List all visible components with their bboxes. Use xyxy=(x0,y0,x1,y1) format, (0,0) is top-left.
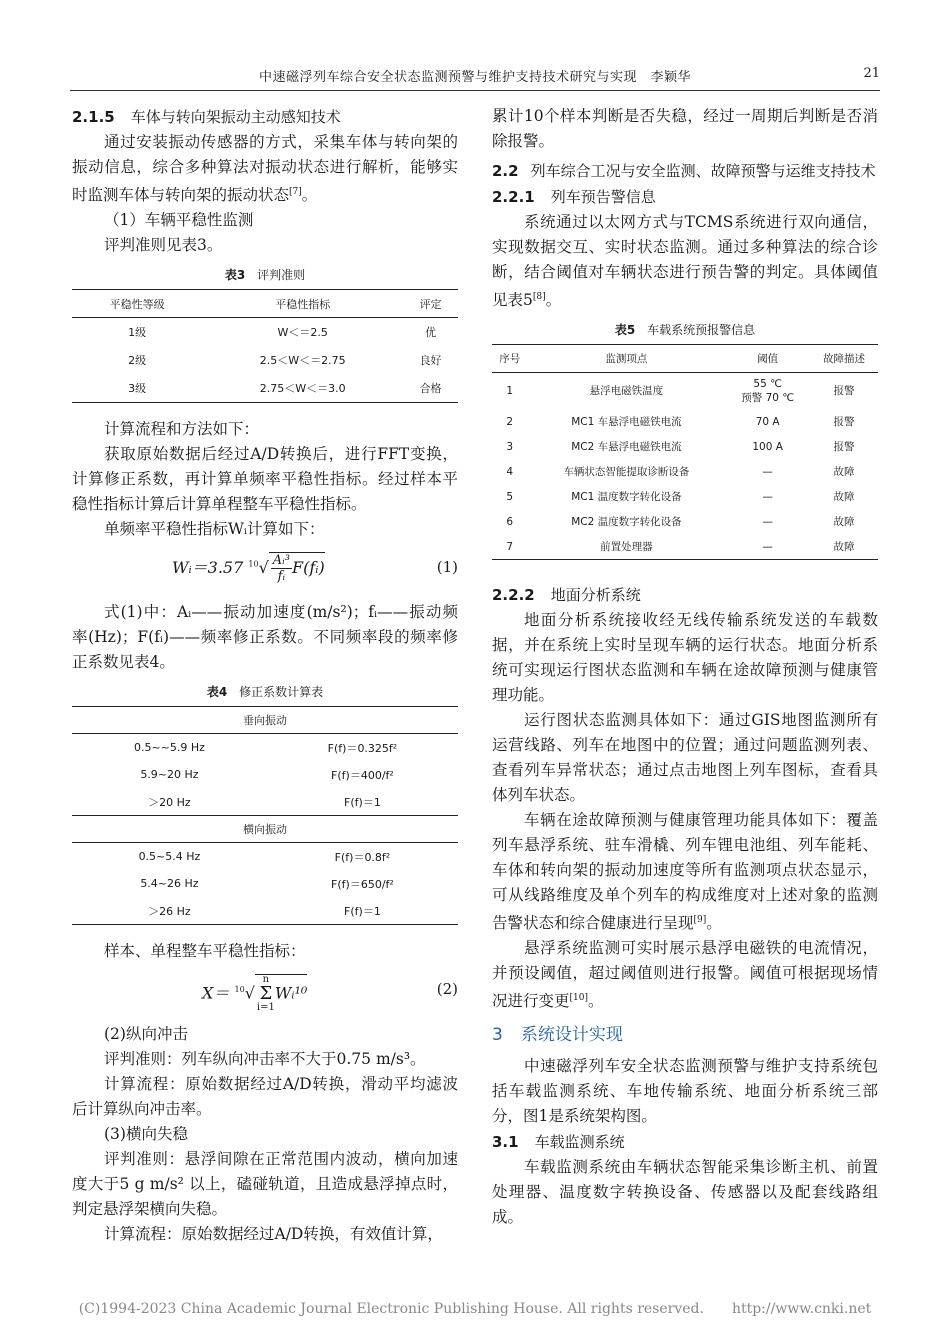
right-column xyxy=(492,104,878,1230)
table-5 xyxy=(492,344,878,560)
citation: [9] xyxy=(693,915,707,926)
paragraph: 运行图状态监测具体如下：通过GIS地图监测所有运营线路、列车在地图中的位置；通过问题监测列表、查看列车异常状态；通过点击地图上列车图标，查看具体列车状态。 xyxy=(492,711,878,805)
paragraph: 悬浮系统监测可实时展示悬浮电磁铁的电流情况，并预设阈值，超过阈值则进行报警。阈值可根据现场情况进行变更[10]。 xyxy=(492,939,878,1011)
paragraph: 评判准则：列车纵向冲击率不大于0.75 m/s³。 xyxy=(104,1050,426,1069)
table-4 xyxy=(72,706,458,925)
paragraph: 中速磁浮列车安全状态监测预警与维护支持系统包括车载监测系统、车地传输系统、地面分析系统三部分，图1是系统架构图。 xyxy=(492,1057,878,1126)
table-row: 7 前置处理器 — 故障 xyxy=(506,540,855,553)
subheading-longitudinal-impact: (2)纵向冲击 xyxy=(104,1025,188,1044)
paragraph: 计算流程：原始数据经过A/D转换，滑动平均滤波后计算纵向冲击率。 xyxy=(72,1075,458,1119)
table-row: 4 车辆状态智能提取诊断设备 — 故障 xyxy=(506,465,855,478)
paragraph: 评判准则：悬浮间隙在正常范围内波动，横向加速度大于5 g m/s² 以上，磕碰轨道，且造成悬浮掉点时，判定悬浮架横向失稳。 xyxy=(72,1150,458,1219)
table-row: 0.5~~5.9 Hz F(f)＝0.325f² xyxy=(133,741,398,755)
table-row: 2 MC1 车悬浮电磁铁电流 70 A 报警 xyxy=(506,415,855,428)
section-2-1-5-heading: 2.1.5 车体与转向架振动主动感知技术 xyxy=(72,108,341,126)
paragraph: 车载监测系统由车辆状态智能采集诊断主机、前置处理器、温度数字转换设备、传感器以及配套线路组成。 xyxy=(492,1158,878,1227)
table-row: 3 MC2 车悬浮电磁铁电流 100 A 报警 xyxy=(506,440,855,453)
citation: [10] xyxy=(569,993,588,1004)
table-header: 评定 xyxy=(403,290,458,318)
table-section-row: 垂向振动 xyxy=(72,707,458,734)
table-row: 5.9~20 Hz F(f)＝400/f² xyxy=(140,768,394,782)
paragraph: 计算流程：原始数据经过A/D转换，有效值计算， xyxy=(104,1225,443,1244)
section-3-1-heading: 3.1 车载监测系统 xyxy=(492,1133,625,1152)
table-row: 6 MC2 温度数字转化设备 — 故障 xyxy=(506,515,855,528)
table-3 xyxy=(72,289,458,403)
paragraph: 评判准则见表3。 xyxy=(104,236,223,255)
running-header xyxy=(70,62,880,91)
table-header: 监测项点 xyxy=(528,345,726,373)
paragraph: 样本、单程整车平稳性指标： xyxy=(104,942,306,961)
equation-2: X＝ $^{10}$√ n Σ i=1 Wᵢ¹⁰ (2) xyxy=(202,974,458,1014)
table-row: 1 悬浮电磁铁温度 55 ℃ 预警 70 ℃ 报警 xyxy=(506,378,855,405)
table-header: 序号 xyxy=(492,345,528,373)
table-row: 5 MC1 温度数字转化设备 — 故障 xyxy=(506,490,855,503)
running-title: 中速磁浮列车综合安全状态监测预警与维护支持技术研究与实现 李颖华 xyxy=(258,70,691,85)
section-2-2-heading: 2.2 列车综合工况与安全监测、故障预警与运维支持技术 xyxy=(492,162,876,180)
table-row: 2级 2.5＜W＜＝2.75 良好 xyxy=(128,354,442,368)
citation: [8] xyxy=(532,292,546,302)
table-row: ＞26 Hz F(f)＝1 xyxy=(148,904,381,918)
equation-1: Wᵢ＝3.57 $^{10}$√ $\frac{\text{Aᵢ³}}{\text{fᵢ}}$ F(fᵢ) (1) xyxy=(172,553,458,585)
table-row: ＞20 Hz F(f)＝1 xyxy=(148,795,381,809)
paragraph: 获取原始数据后经过A/D转换后，进行FFT变换，计算修正系数，再计算单频率平稳性指标。经过样本平稳性指标计算后计算单程整车平稳性指标。 xyxy=(72,445,458,514)
paragraph: 通过安装振动传感器的方式，采集车体与转向架的振动信息，综合多种算法对振动状态进行解析，能够实时监测车体与转向架的振动状态[7]。 xyxy=(72,133,458,205)
paragraph: 车辆在途故障预测与健康管理功能具体如下：覆盖列车悬浮系统、驻车滑橇、列车锂电池组、列车能耗、车体和转向架的振动加速度等所有监测项点状态显示，可从线路维度及单个列车的构成维度对上述对象的监测告警状态和综合健康进行呈现[9]。 xyxy=(492,811,878,933)
paragraph: 式(1)中：Aᵢ——振动加速度(m/s²)；fᵢ——振动频率(Hz)；F(fᵢ)——频率修正系数。不同频率段的频率修正系数见表4。 xyxy=(72,603,458,672)
table-5-caption: 表5 车载系统预报警信息 xyxy=(614,323,756,338)
table-header: 故障描述 xyxy=(810,345,878,373)
table-header: 平稳性指标 xyxy=(202,290,403,318)
section-2-2-2-heading: 2.2.2 地面分析系统 xyxy=(492,586,641,605)
page-number: 21 xyxy=(863,66,880,81)
citation: [7] xyxy=(289,187,302,197)
subheading-ride-quality: （1）车辆平稳性监测 xyxy=(104,211,254,230)
paragraph: 计算流程和方法如下： xyxy=(104,420,260,439)
paragraph: 单频率平稳性指标Wᵢ计算如下： xyxy=(104,520,325,539)
table-row: 3级 2.75＜W＜＝3.0 合格 xyxy=(128,382,442,396)
table-row: 5.4~26 Hz F(f)＝650/f² xyxy=(140,877,394,891)
section-2-2-1-heading: 2.2.1 列车预告警信息 xyxy=(492,188,656,206)
table-4-caption: 表4 修正系数计算表 xyxy=(206,685,324,700)
table-row: 1级 W＜＝2.5 优 xyxy=(128,326,437,340)
table-row: 0.5~5.4 Hz F(f)＝0.8f² xyxy=(138,850,391,864)
table-3-caption: 表3 评判准则 xyxy=(224,268,306,283)
table-header: 阈值 xyxy=(725,345,810,373)
section-3-heading: 3 系统设计实现 xyxy=(492,1025,623,1046)
left-column xyxy=(72,104,458,1247)
paragraph: 累计10个样本判断是否失稳，经过一周期后判断是否消除报警。 xyxy=(492,107,878,150)
copyright-footer: (C)1994-2023 China Academic Journal Electronic Publishing House. All rights reserved. http://www.cnki.net xyxy=(78,1301,872,1317)
subheading-lateral-instability: (3)横向失稳 xyxy=(104,1125,188,1144)
table-header: 平稳性等级 xyxy=(72,290,202,318)
paragraph: 系统通过以太网方式与TCMS系统进行双向通信，实现数据交互、实时状态监测。通过多种算法的综合诊断，结合阈值对车辆状态进行预告警的判定。具体阈值见表5[8]。 xyxy=(492,213,878,310)
table-section-row: 横向振动 xyxy=(72,816,458,843)
paragraph: 地面分析系统接收经无线传输系统发送的车载数据，并在系统上实时呈现车辆的运行状态。地面分析系统可实现运行图状态监测和车辆在途故障预测与健康管理功能。 xyxy=(492,611,878,705)
